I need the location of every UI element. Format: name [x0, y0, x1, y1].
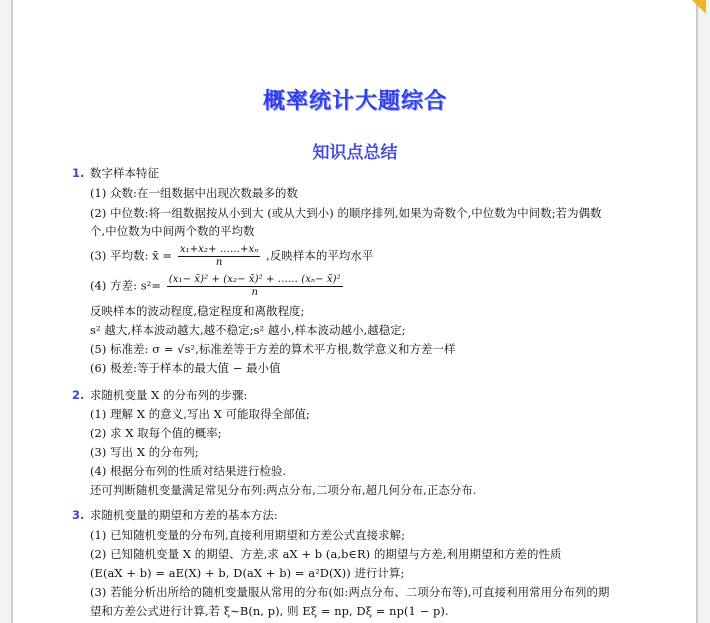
s1-line-mode: (1) 众数:在一组数据中出现次数最多的数 — [90, 186, 298, 200]
document-title: 概率统计大题综合 — [262, 89, 447, 114]
s1-line-fluctuation: 反映样本的波动程度,稳定程度和离散程度; — [90, 304, 305, 318]
s1-line-median-a: (2) 中位数:将一组数据按从小到大 (或从大到小) 的顺序排列,如果为奇数个,中位数为中间数;若为偶数 — [90, 206, 602, 220]
mean-suffix: ,反映样本的平均水平 — [266, 248, 374, 263]
s3-line-3a: (3) 若能分析出所给的随机变量服从常用的分布(如:两点分布、二项分布等),可直接利用常用分布列的期 — [90, 585, 610, 599]
mean-fraction — [178, 244, 261, 269]
section-2-number: 2. — [72, 388, 85, 402]
mean-denominator: n — [215, 257, 223, 268]
s1-line-stddev: (5) 标准差: σ = √s²,标准差等于方差的算术平方根,数学意义和方差一样 — [90, 342, 456, 356]
variance-numerator: (x₁− x̄)² + (x₂− x̄)² + …… (xₙ− x̄)² — [168, 274, 341, 285]
s2-line-3: (3) 写出 X 的分布列; — [90, 445, 199, 459]
s1-line-variance — [90, 274, 345, 299]
section-3-heading: 求随机变量的期望和方差的基本方法: — [90, 508, 278, 522]
section-3-number: 3. — [72, 508, 85, 522]
section-subtitle: 知识点总结 — [312, 143, 398, 163]
s2-line-4: (4) 根据分布列的性质对结果进行检验. — [90, 464, 287, 478]
s1-line-mean — [90, 244, 373, 269]
section-2-heading: 求随机变量 X 的分布列的步骤: — [90, 388, 248, 402]
s1-line-s2: s² 越大,样本波动越大,越不稳定;s² 越小,样本波动越小,越稳定; — [90, 323, 406, 337]
s2-line-5: 还可判断随机变量满足常见分布列:两点分布,二项分布,超几何分布,正态分布. — [90, 483, 477, 497]
s1-line-median-b: 个,中位数为中间两个数的平均数 — [90, 224, 255, 238]
section-1-number: 1. — [72, 166, 85, 180]
s3-line-1: (1) 已知随机变量的分布列,直接利用期望和方差公式直接求解; — [90, 528, 406, 542]
mean-prefix: (3) 平均数: x̄ = — [90, 248, 173, 263]
variance-fraction — [167, 274, 343, 299]
mean-numerator: x₁+x₂+ ……+xₙ — [179, 244, 259, 255]
s3-line-3b: 望和方差公式进行计算,若 ξ∼B(n, p), 则 Eξ = np, Dξ = np(1 − p). — [90, 604, 449, 618]
s2-line-2: (2) 求 X 取每个值的概率; — [90, 426, 222, 440]
s1-line-range: (6) 极差:等于样本的最大值 − 最小值 — [90, 361, 281, 375]
variance-denominator: n — [251, 287, 259, 298]
variance-prefix: (4) 方差: s²= — [90, 278, 162, 293]
section-1-heading: 数字样本特征 — [90, 166, 159, 180]
s3-line-2a: (2) 已知随机变量 X 的期望、方差,求 aX + b (a,b∈R) 的期望与方差,利用期望和方差的性质 — [90, 547, 562, 561]
s2-line-1: (1) 理解 X 的意义,写出 X 可能取得全部值; — [90, 407, 310, 421]
s3-line-2b: (E(aX + b) = aE(X) + b, D(aX + b) = a²D(X)) 进行计算; — [90, 566, 405, 580]
